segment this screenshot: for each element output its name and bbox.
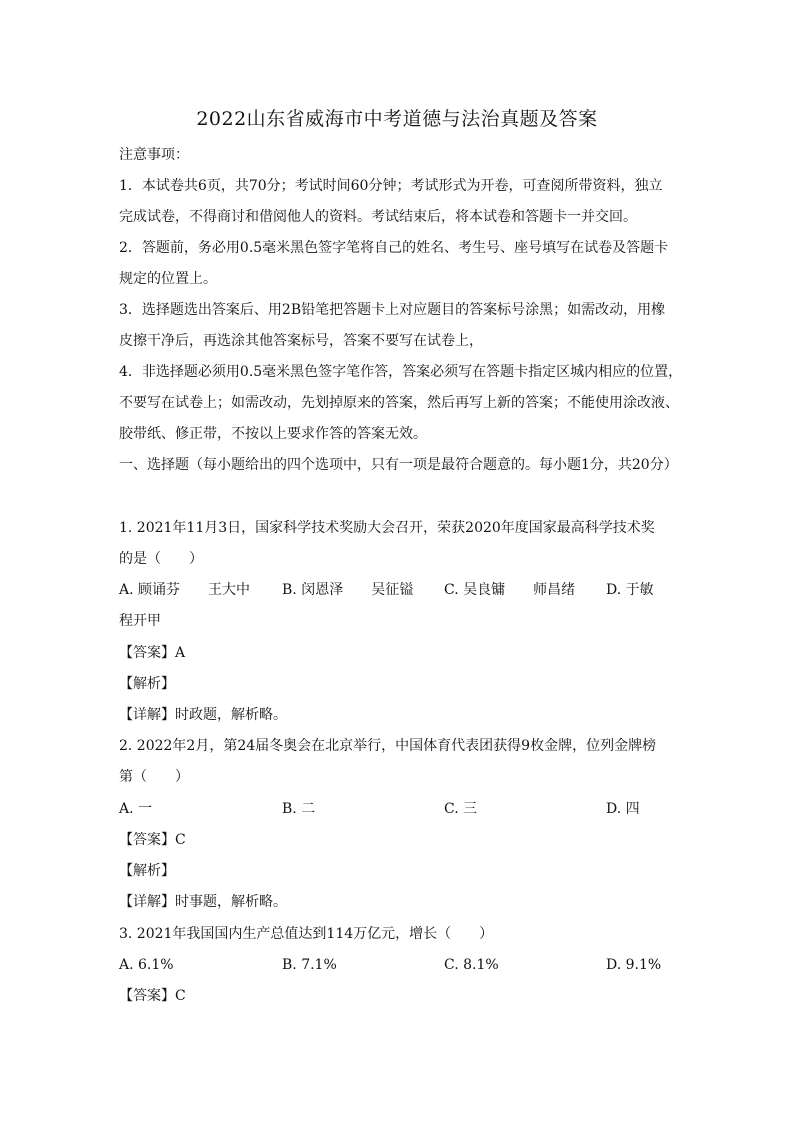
notice-heading: 注意事项： <box>119 147 189 163</box>
question-stem: 2. 2022年2月，第24届冬奥会在北京举行，中国体育代表团获得9枚金牌，位列金牌榜 <box>119 738 657 754</box>
option-a: A. 顾诵芬 王大中 <box>119 582 251 598</box>
question-stem: 3. 2021年我国国内生产总值达到114万亿元，增长（ ） <box>119 926 494 942</box>
option-d: D. 9.1% <box>606 957 662 973</box>
analysis-line: 【解析】 <box>119 676 175 692</box>
detail-line: 【详解】时政题，解析略。 <box>119 707 287 723</box>
answer-line: 【答案】A <box>119 645 186 661</box>
option-b: B. 二 <box>282 801 316 817</box>
option-c: C. 三 <box>444 801 478 817</box>
option-a: A. 6.1% <box>119 957 174 973</box>
option-c: C. 8.1% <box>444 957 499 973</box>
notice-line: 皮擦干净后，再选涂其他答案标号，答案不要写在试卷上， <box>119 333 483 349</box>
notice-line: 规定的位置上。 <box>119 271 217 287</box>
notice-line: 完成试卷，不得商讨和借阅他人的资料。考试结束后，将本试卷和答题卡一并交回。 <box>119 209 637 225</box>
option-b: B. 7.1% <box>282 957 337 973</box>
question-stem: 的是（ ） <box>119 551 203 567</box>
detail-line: 【详解】时事题，解析略。 <box>119 894 287 910</box>
question-stem: 1. 2021年11月3日，国家科学技术奖励大会召开，荣获2020年度国家最高科学技术奖 <box>119 520 655 536</box>
answer-line: 【答案】C <box>119 988 186 1004</box>
question-stem: 第（ ） <box>119 769 189 785</box>
option-b: B. 闵恩泽 吴征镒 <box>282 582 414 598</box>
option-d-continued: 程开甲 <box>119 613 161 629</box>
option-d: D. 于敏 <box>606 582 654 598</box>
section-heading: 一、选择题（每小题给出的四个选项中，只有一项是最符合题意的。每小题1分，共20分） <box>119 457 678 473</box>
page-title: 2022山东省威海市中考道德与法治真题及答案 <box>196 108 598 130</box>
option-a: A. 一 <box>119 801 153 817</box>
notice-line: 胶带纸、修正带，不按以上要求作答的答案无效。 <box>119 426 427 442</box>
notice-line: 3．选择题选出答案后、用2B铅笔把答题卡上对应题目的答案标号涂黑；如需改动，用橡 <box>119 302 666 318</box>
notice-line: 2．答题前，务必用0.5毫米黑色签字笔将自己的姓名、考生号、座号填写在试卷及答题卡 <box>119 240 669 256</box>
notice-line: 4．非选择题必须用0.5毫米黑色签字笔作答，答案必须写在答题卡指定区城内相应的位置， <box>119 364 683 380</box>
notice-line: 1．本试卷共6页，共70分；考试时间60分钟；考试形式为开卷，可查阅所带资料，独立 <box>119 178 663 194</box>
analysis-line: 【解析】 <box>119 863 175 879</box>
answer-line: 【答案】C <box>119 832 186 848</box>
notice-line: 不要写在试卷上；如需改动，先划掉原来的答案，然后再写上新的答案；不能使用涂改液、 <box>119 395 679 411</box>
option-c: C. 吴良镛 师昌绪 <box>444 582 576 598</box>
option-d: D. 四 <box>606 801 640 817</box>
